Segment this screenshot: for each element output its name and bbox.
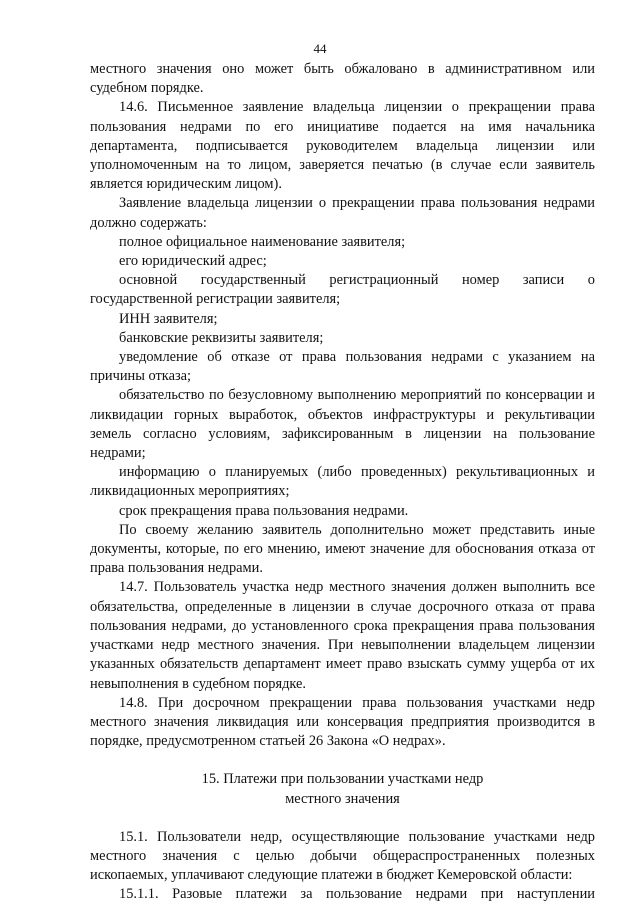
- list-item: ИНН заявителя;: [119, 310, 218, 327]
- list-item: его юридический адрес;: [119, 253, 267, 270]
- paragraph-14-8: 14.8. При досрочном прекращении права пользования участками недр местного значения ликвидация или консервация предприятия производится в порядке, предусмотренном статьей 26 Закона «О недрах».: [90, 694, 595, 750]
- list-item: срок прекращения права пользования недрами.: [119, 502, 409, 519]
- paragraph-14-7: 14.7. Пользователь участка недр местного значения должен выполнить все обязательства, определенные в лицензии в случае досрочного отказа от права пользования недрами, до установленного срока прекращения права пользования участками недр местного значения. При невыполнении владельцем лицензии указанных обязательств департамент имеет право взыскать сумму ущерба от их невыполнения в судебном порядке.: [90, 579, 595, 692]
- document-body: [90, 60, 595, 905]
- spacer: [90, 751, 595, 770]
- section-heading-line-1: 15. Платежи при пользовании участками недр: [201, 771, 484, 788]
- section-heading-line-2: местного значения: [285, 790, 400, 807]
- paragraph-additional-documents: По своему желанию заявитель дополнительно может представить иные документы, которые, по его мнению, имеют значение для обоснования отказа от права пользования недрами.: [90, 521, 595, 577]
- list-item: уведомление об отказе от права пользования недрами с указанием на причины отказа;: [90, 349, 595, 385]
- page-number: 44: [313, 41, 327, 56]
- list-item: информацию о планируемых (либо проведенных) рекультивационных и ликвидационных мероприятиях;: [90, 464, 595, 500]
- paragraph-15-1: 15.1. Пользователи недр, осуществляющие пользование участками недр местного значения с целью добычи общераспространенных полезных ископаемых, уплачивают следующие платежи в бюджет Кемеровской области:: [90, 828, 595, 884]
- paragraph-continuation: местного значения оно может быть обжаловано в административном или судебном порядке.: [90, 61, 595, 97]
- list-item: основной государственный регистрационный номер записи о государственной регистрации заявителя;: [90, 272, 595, 308]
- paragraph-15-1-1: 15.1.1. Разовые платежи за пользование недрами при наступлении: [119, 886, 595, 903]
- list-item: обязательство по безусловному выполнению мероприятий по консервации и ликвидации горных выработок, объектов инфраструктуры и рекультивации земель согласно условиям, зафиксированным в лицензии на пользование недрами;: [90, 387, 595, 462]
- paragraph-application-contents: Заявление владельца лицензии о прекращении права пользования недрами должно содержать:: [90, 195, 595, 231]
- spacer: [90, 809, 595, 828]
- paragraph-14-6: 14.6. Письменное заявление владельца лицензии о прекращении права пользования недрами по его инициативе подается на имя начальника департамента, подписывается руководителем владельца лицензии или уполномоченным на то лицом, заверяется печатью (в случае если заявитель является юридическим лицом).: [90, 99, 595, 193]
- list-item: банковские реквизиты заявителя;: [119, 329, 324, 346]
- list-item: полное официальное наименование заявителя;: [119, 233, 406, 250]
